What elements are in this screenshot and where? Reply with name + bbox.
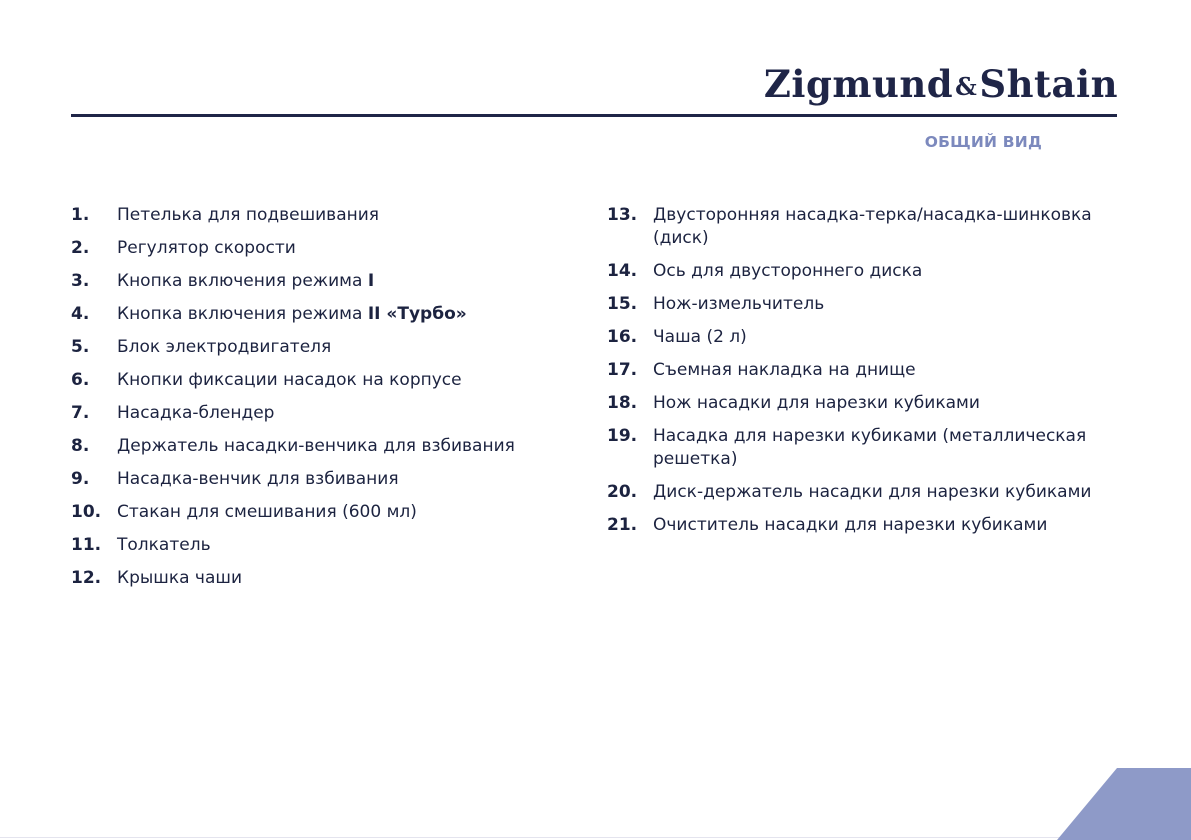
item-text-main: Съемная накладка на днище (653, 360, 916, 380)
list-item (71, 402, 571, 435)
item-text (117, 304, 467, 324)
item-text (117, 469, 399, 489)
item-text (653, 515, 1047, 535)
item-text-main: Насадка-венчик для взбивания (117, 469, 399, 489)
item-number: 10. (71, 502, 102, 522)
list-item (71, 501, 571, 534)
list-item (71, 369, 571, 402)
item-text-main: Чаша (2 л) (653, 327, 747, 347)
list-item (607, 293, 1107, 316)
item-number: 21. (607, 515, 638, 535)
list-item (71, 270, 571, 303)
item-text (653, 261, 922, 281)
list-item (71, 534, 571, 567)
item-text (117, 568, 242, 588)
item-text-main: Толкатель (117, 535, 211, 555)
item-text-main: Блок электродвигателя (117, 337, 332, 357)
item-text (117, 205, 379, 225)
item-text-main: Кнопка включения режима (117, 304, 368, 324)
item-number: 1. (71, 205, 90, 225)
list-item (607, 359, 1107, 382)
list-item (71, 303, 571, 336)
logo-left: Zigmund (763, 62, 954, 106)
item-text (117, 337, 331, 357)
item-number: 7. (71, 403, 90, 423)
list-item (607, 326, 1107, 349)
item-number: 16. (607, 327, 638, 347)
item-text (117, 535, 211, 555)
item-text-main: Насадка для нарезки кубиками (металлическая решетка) (653, 426, 1087, 469)
item-text-main: Кнопка включения режима (117, 271, 368, 291)
item-text-main: Крышка чаши (117, 568, 242, 588)
item-number: 5. (71, 337, 90, 357)
list-item (607, 392, 1107, 415)
item-text-bold: II «Турбо» (367, 304, 467, 324)
item-number: 8. (71, 436, 90, 456)
header-rule (71, 114, 1117, 117)
item-number: 3. (71, 271, 90, 291)
item-text (653, 327, 747, 347)
item-text-main: Петелька для подвешивания (117, 205, 380, 225)
parts-list-right (607, 204, 1107, 547)
item-text (117, 436, 515, 456)
item-number: 11. (71, 535, 102, 555)
list-item (607, 260, 1107, 283)
list-item (71, 468, 571, 501)
item-text-main: Стакан для смешивания (600 мл) (117, 502, 417, 522)
item-text (117, 502, 417, 522)
item-text (117, 370, 462, 390)
item-number: 9. (71, 469, 90, 489)
item-number: 13. (607, 205, 638, 225)
item-text-main: Диск-держатель насадки для нарезки кубиками (653, 482, 1092, 502)
item-number: 17. (607, 360, 638, 380)
item-text (653, 393, 980, 413)
item-text (653, 482, 1091, 502)
logo-amp: & (955, 72, 978, 101)
list-item (607, 204, 1107, 250)
list-item (607, 514, 1107, 537)
list-item (71, 204, 571, 237)
item-text-main: Регулятор скорости (117, 238, 296, 258)
brand-logo (764, 62, 1118, 106)
item-text-main: Нож насадки для нарезки кубиками (653, 393, 980, 413)
corner-decoration (1057, 768, 1191, 840)
item-text (653, 205, 1092, 248)
item-number: 20. (607, 482, 638, 502)
logo-right: Shtain (979, 62, 1118, 106)
list-item (607, 481, 1107, 504)
item-text-bold: I (367, 271, 375, 291)
item-text-main: Ось для двустороннего диска (653, 261, 923, 281)
item-text-main: Очиститель насадки для нарезки кубиками (653, 515, 1048, 535)
list-item (607, 425, 1107, 471)
list-item (71, 237, 571, 270)
list-item (71, 567, 571, 600)
item-number: 4. (71, 304, 90, 324)
item-text (117, 271, 374, 291)
bottom-divider (0, 837, 1060, 838)
item-text-main: Двусторонняя насадка-терка/насадка-шинковка (диск) (653, 205, 1092, 248)
item-number: 18. (607, 393, 638, 413)
item-text-main: Насадка-блендер (117, 403, 275, 423)
item-text (653, 294, 824, 314)
item-number: 19. (607, 426, 638, 446)
item-text (653, 360, 916, 380)
item-number: 2. (71, 238, 90, 258)
item-number: 6. (71, 370, 90, 390)
item-text-main: Держатель насадки-венчика для взбивания (117, 436, 515, 456)
list-item (71, 336, 571, 369)
item-text-main: Нож-измельчитель (653, 294, 825, 314)
item-text (653, 426, 1086, 469)
item-number: 14. (607, 261, 638, 281)
item-number: 12. (71, 568, 102, 588)
section-title: ОБЩИЙ ВИД (924, 133, 1042, 151)
item-number: 15. (607, 294, 638, 314)
item-text-main: Кнопки фиксации насадок на корпусе (117, 370, 462, 390)
item-text (117, 403, 274, 423)
parts-list-left (71, 204, 571, 600)
list-item (71, 435, 571, 468)
item-text (117, 238, 296, 258)
